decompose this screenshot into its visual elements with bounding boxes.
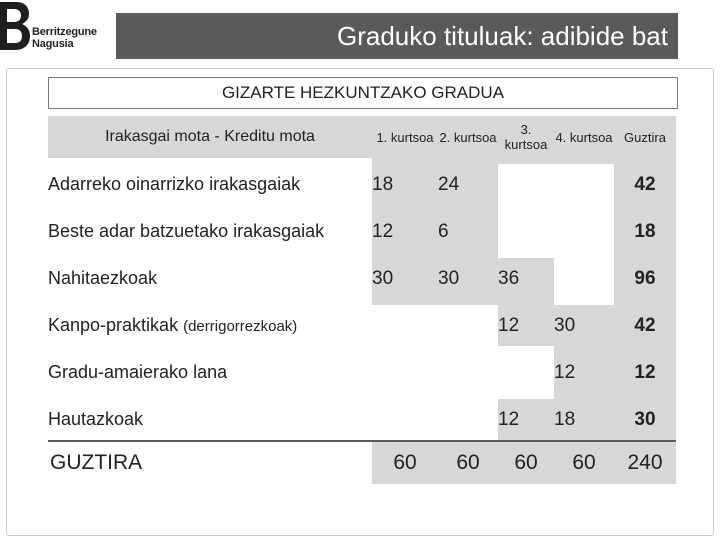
credits-table (48, 116, 676, 484)
logo-line-2: Nagusia (32, 38, 74, 50)
cell-year-1 (372, 305, 438, 346)
cell-year-4 (554, 258, 614, 299)
cell-total: 30 (614, 399, 676, 441)
cell-total: 18 (614, 211, 676, 252)
row-label-note: (derrigorrezkoak) (183, 318, 298, 335)
total-year-4: 60 (554, 441, 614, 484)
table-row (48, 211, 676, 252)
header-subject-type: Irakasgai mota - Kreditu mota (48, 116, 372, 158)
degree-title: GIZARTE HEZKUNTZAKO GRADUA (48, 77, 678, 109)
total-row-label: GUZTIRA (48, 441, 372, 484)
grand-total: 240 (614, 441, 676, 484)
header-year-1: 1. kurtsoa (372, 116, 438, 158)
cell-year-3: 36 (498, 258, 554, 299)
cell-year-4: 30 (554, 305, 614, 346)
cell-year-4: 12 (554, 352, 614, 393)
cell-year-2: 24 (438, 164, 498, 205)
cell-year-2 (438, 399, 498, 441)
cell-year-4: 18 (554, 399, 614, 441)
header-year-2: 2. kurtsoa (438, 116, 498, 158)
total-year-3: 60 (498, 441, 554, 484)
cell-year-3 (498, 211, 554, 252)
berritzegune-b-logo-icon (0, 2, 30, 50)
header-year-4: 4. kurtsoa (554, 116, 614, 158)
table-row (48, 258, 676, 299)
cell-year-3 (498, 352, 554, 393)
cell-year-1 (372, 352, 438, 393)
row-label: Beste adar batzuetako irakasgaiak (48, 211, 372, 252)
row-label-text: Kanpo-praktikak (48, 315, 179, 335)
logo-line-1: Berritzegune (32, 26, 97, 38)
table-row (48, 399, 676, 441)
page-title: Graduko tituluak: adibide bat (337, 21, 668, 51)
row-label: Hautazkoak (48, 399, 372, 441)
row-label (48, 305, 372, 346)
cell-total: 96 (614, 258, 676, 299)
table-row (48, 352, 676, 393)
row-label: Nahitaezkoak (48, 258, 372, 299)
cell-year-1: 12 (372, 211, 438, 252)
cell-year-4 (554, 211, 614, 252)
cell-year-1: 18 (372, 164, 438, 205)
berritzegune-logo (0, 0, 120, 60)
cell-total: 42 (614, 164, 676, 205)
cell-total: 12 (614, 352, 676, 393)
total-year-1: 60 (372, 441, 438, 484)
header-year-3: 3. kurtsoa (498, 116, 554, 158)
title-bar (116, 13, 678, 59)
cell-year-2: 6 (438, 211, 498, 252)
cell-total: 42 (614, 305, 676, 346)
row-label: Adarreko oinarrizko irakasgaiak (48, 164, 372, 205)
row-label: Gradu-amaierako lana (48, 352, 372, 393)
table-row (48, 164, 676, 205)
table-total-row (48, 441, 676, 484)
cell-year-3: 12 (498, 305, 554, 346)
cell-year-4 (554, 164, 614, 205)
cell-year-2 (438, 305, 498, 346)
cell-year-2: 30 (438, 258, 498, 299)
cell-year-2 (438, 352, 498, 393)
table-row (48, 305, 676, 346)
cell-year-3: 12 (498, 399, 554, 441)
cell-year-1: 30 (372, 258, 438, 299)
cell-year-3 (498, 164, 554, 205)
total-year-2: 60 (438, 441, 498, 484)
header-total: Guztira (614, 116, 676, 158)
cell-year-1 (372, 399, 438, 441)
table-header-row (48, 116, 676, 158)
